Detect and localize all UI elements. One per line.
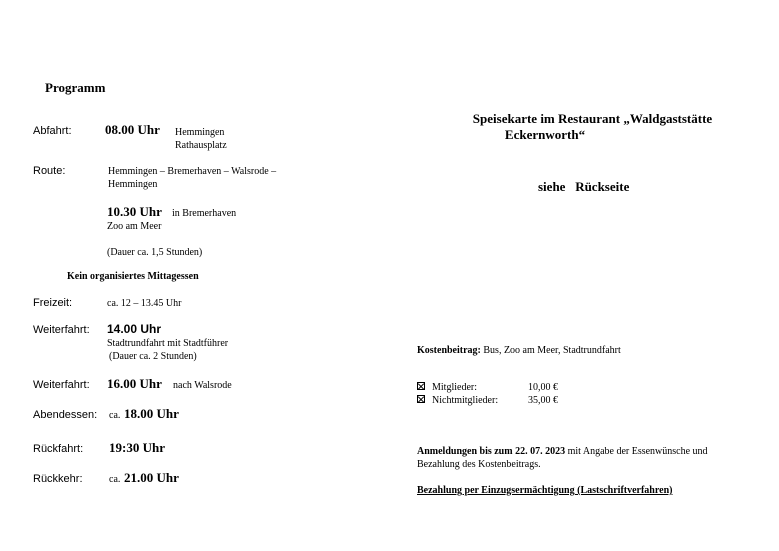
cost-label: Kostenbeitrag: xyxy=(417,345,481,356)
registration-rest: mit Angabe der Essenwünsche und xyxy=(567,446,708,457)
menu-line-2: Eckernworth“ xyxy=(504,127,586,142)
registration-line-2: Bezahlung des Kostenbeitrags. xyxy=(417,459,541,470)
bremerhaven-time: 10.30 Uhr xyxy=(107,204,162,219)
members-checkbox[interactable] xyxy=(417,382,425,390)
departure-time: 08.00 Uhr xyxy=(105,122,160,137)
route-line-2: Hemmingen xyxy=(108,179,158,190)
city-tour-line: Stadtrundfahrt mit Stadtführer xyxy=(107,338,229,349)
members-label: Mitglieder: xyxy=(432,382,477,393)
continuation-2-suffix: nach Walsrode xyxy=(173,380,232,391)
menu-line-1: Speisekarte im Restaurant „Waldgaststätte xyxy=(472,111,713,126)
departure-place-detail: Rathausplatz xyxy=(175,140,227,151)
arrival-label: Rückkehr: xyxy=(33,473,83,485)
registration-deadline: Anmeldungen bis zum 22. 07. 2023 xyxy=(417,446,566,457)
continuation-1-time: 14.00 Uhr xyxy=(107,322,162,336)
see-back-note: siehe Rückseite xyxy=(538,179,630,194)
dinner-label: Abendessen: xyxy=(33,409,98,421)
nonmembers-price: 35,00 € xyxy=(528,395,558,406)
return-trip-label: Rückfahrt: xyxy=(33,443,84,455)
city-tour-duration: (Dauer ca. 2 Stunden) xyxy=(109,351,197,362)
no-lunch-note: Kein organisiertes Mittagessen xyxy=(67,271,199,282)
free-time-label: Freizeit: xyxy=(33,297,73,309)
route-label: Route: xyxy=(33,165,66,177)
payment-note: Bezahlung per Einzugsermächtigung (Lastschriftverfahren) xyxy=(417,485,673,496)
cost-items: Bus, Zoo am Meer, Stadtrundfahrt xyxy=(483,345,621,356)
registration-line-1 xyxy=(417,446,708,457)
program-heading: Programm xyxy=(45,80,106,95)
members-row xyxy=(417,382,425,393)
arrival-time: 21.00 Uhr xyxy=(124,470,179,485)
continuation-2-time: 16.00 Uhr xyxy=(107,376,162,391)
arrival-prefix: ca. xyxy=(109,474,121,485)
dinner-time: 18.00 Uhr xyxy=(124,406,179,421)
dinner-prefix: ca. xyxy=(109,410,121,421)
zoo-duration: (Dauer ca. 1,5 Stunden) xyxy=(107,247,203,258)
bremerhaven-suffix: in Bremerhaven xyxy=(172,208,237,219)
continuation-2-label: Weiterfahrt: xyxy=(33,379,90,391)
members-price: 10,00 € xyxy=(528,382,558,393)
nonmembers-checkbox[interactable] xyxy=(417,395,425,403)
return-trip-time: 19:30 Uhr xyxy=(109,440,165,455)
departure-place: Hemmingen xyxy=(175,127,225,138)
nonmembers-row xyxy=(417,395,425,406)
route-line-1: Hemmingen – Bremerhaven – Walsrode – xyxy=(108,166,277,177)
continuation-1-label: Weiterfahrt: xyxy=(33,324,90,336)
cost-line xyxy=(417,345,621,356)
free-time-value: ca. 12 – 13.45 Uhr xyxy=(107,298,182,309)
zoo-place: Zoo am Meer xyxy=(107,221,162,232)
nonmembers-label: Nichtmitglieder: xyxy=(432,395,499,406)
departure-label: Abfahrt: xyxy=(33,125,72,137)
